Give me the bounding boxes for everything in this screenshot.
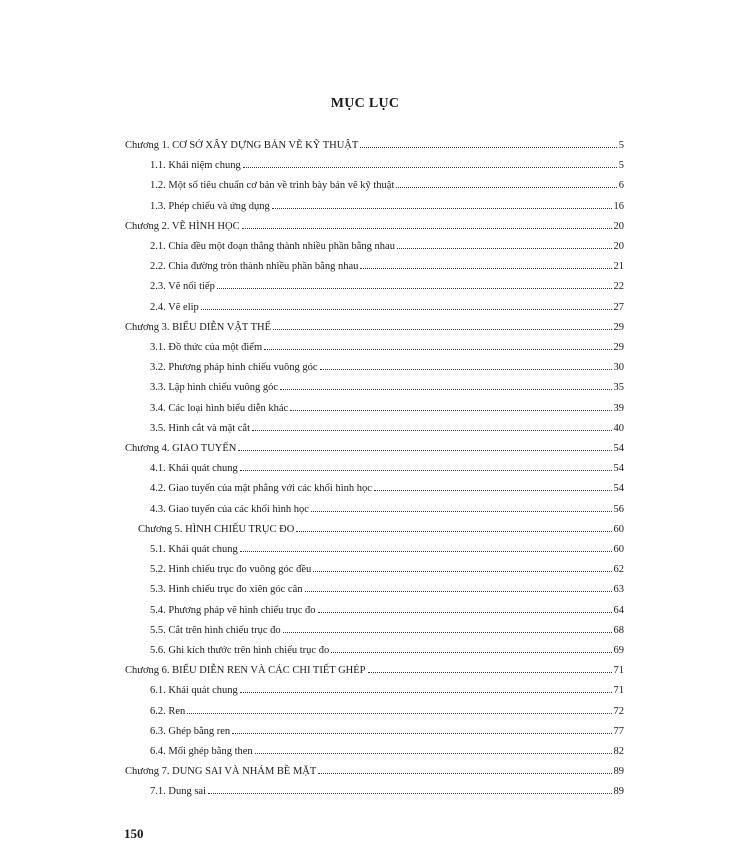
toc-entry-page: 54 bbox=[613, 463, 624, 474]
toc-entry-page: 64 bbox=[613, 605, 624, 616]
toc-entry-page: 89 bbox=[613, 766, 624, 777]
dot-leader bbox=[368, 663, 612, 673]
toc-section-row bbox=[150, 643, 624, 656]
toc-entry-page: 68 bbox=[613, 625, 624, 636]
dot-leader bbox=[252, 421, 611, 431]
toc-entry-page: 89 bbox=[613, 786, 624, 797]
toc-entry-page: 54 bbox=[613, 443, 624, 454]
toc-entry-page: 21 bbox=[613, 261, 624, 272]
toc-entry-page: 56 bbox=[613, 504, 624, 515]
toc-entry-page: 5 bbox=[618, 140, 624, 151]
toc-title: MỤC LỤC bbox=[330, 96, 400, 111]
toc-section-row bbox=[150, 502, 624, 515]
dot-leader bbox=[283, 623, 612, 633]
dot-leader bbox=[320, 360, 612, 370]
dot-leader bbox=[201, 300, 612, 310]
toc-chapter-row bbox=[125, 138, 624, 151]
dot-leader bbox=[232, 724, 611, 734]
toc-section-row bbox=[150, 239, 624, 252]
toc-entry-label: 7.1. Dung sai bbox=[150, 786, 206, 797]
toc-entry-label: 5.6. Ghi kích thước trên hình chiếu trục đo bbox=[150, 645, 330, 656]
toc-chapter-row bbox=[125, 663, 624, 676]
toc-entry-page: 27 bbox=[613, 302, 624, 313]
toc-section-row bbox=[150, 279, 624, 292]
dot-leader bbox=[318, 603, 612, 613]
toc-entry-label: Chương 2. VẼ HÌNH HỌC bbox=[125, 221, 240, 232]
toc-entry-label: 4.1. Khái quát chung bbox=[150, 463, 238, 474]
toc-entry-label: 5.4. Phương pháp vẽ hình chiếu trục đo bbox=[150, 605, 316, 616]
toc-entry-label: Chương 5. HÌNH CHIẾU TRỤC ĐO bbox=[138, 524, 295, 535]
dot-leader bbox=[318, 764, 611, 774]
toc-entry-label: 2.4. Vẽ elip bbox=[150, 302, 199, 313]
toc-entry-label: 5.3. Hình chiếu trục đo xiên góc cân bbox=[150, 584, 303, 595]
toc-entry-page: 72 bbox=[613, 706, 624, 717]
toc-section-row bbox=[150, 784, 624, 797]
toc-section-row bbox=[150, 623, 624, 636]
toc-chapter-row bbox=[125, 320, 624, 333]
toc-entry-page: 6 bbox=[618, 180, 624, 191]
dot-leader bbox=[331, 643, 611, 653]
toc-section-row bbox=[150, 360, 624, 373]
toc-entry-label: Chương 4. GIAO TUYẾN bbox=[125, 443, 237, 454]
toc-entry-label: 3.1. Đồ thức của một điểm bbox=[150, 342, 263, 353]
toc-section-row bbox=[150, 724, 624, 737]
dot-leader bbox=[240, 542, 612, 552]
toc-entry-label: 3.5. Hình cắt và mặt cắt bbox=[150, 423, 251, 434]
toc-entry-page: 20 bbox=[613, 221, 624, 232]
toc-entry-label: 2.2. Chia đường tròn thành nhiều phần bằng nhau bbox=[150, 261, 359, 272]
toc-entry-label: 5.1. Khái quát chung bbox=[150, 544, 238, 555]
dot-leader bbox=[255, 744, 612, 754]
dot-leader bbox=[272, 199, 612, 209]
toc-entry-page: 40 bbox=[613, 423, 624, 434]
toc-entry-label: Chương 1. CƠ SỞ XÂY DỰNG BẢN VẼ KỸ THUẬT bbox=[125, 140, 359, 151]
toc-section-row bbox=[150, 481, 624, 494]
toc-section-row bbox=[150, 461, 624, 474]
toc-entry-label: 1.2. Một số tiêu chuẩn cơ bản về trình bày bản vẽ kỹ thuật bbox=[150, 180, 395, 191]
dot-leader bbox=[397, 239, 612, 249]
dot-leader bbox=[240, 461, 612, 471]
toc-entry-label: 6.3. Ghép bằng ren bbox=[150, 726, 231, 737]
dot-leader bbox=[238, 441, 611, 451]
toc-entry-page: 62 bbox=[613, 564, 624, 575]
dot-leader bbox=[374, 481, 612, 491]
toc-chapter-row bbox=[125, 219, 624, 232]
dot-leader bbox=[296, 522, 611, 532]
toc-entry-label: 4.3. Giao tuyến của các khối hình học bbox=[150, 504, 309, 515]
toc-entry-page: 39 bbox=[613, 403, 624, 414]
page-number: 150 bbox=[124, 826, 144, 841]
toc-section-row bbox=[150, 683, 624, 696]
dot-leader bbox=[311, 502, 612, 512]
toc-section-row bbox=[150, 340, 624, 353]
toc-entry-page: 71 bbox=[613, 665, 624, 676]
toc-entry-page: 20 bbox=[613, 241, 624, 252]
dot-leader bbox=[187, 704, 611, 714]
toc-entry-page: 16 bbox=[613, 201, 624, 212]
toc-entry-label: 1.3. Phép chiếu và ứng dụng bbox=[150, 201, 270, 212]
dot-leader bbox=[264, 340, 611, 350]
toc-section-row bbox=[150, 421, 624, 434]
dot-leader bbox=[243, 158, 617, 168]
toc-entry-label: 2.1. Chia đều một đoạn thẳng thành nhiều phần bằng nhau bbox=[150, 241, 395, 252]
dot-leader bbox=[290, 401, 611, 411]
toc-section-row bbox=[150, 158, 624, 171]
dot-leader bbox=[360, 138, 616, 148]
toc-entry-page: 60 bbox=[613, 544, 624, 555]
dot-leader bbox=[360, 259, 611, 269]
toc-section-row bbox=[150, 178, 624, 191]
toc-chapter-row bbox=[125, 441, 624, 454]
dot-leader bbox=[280, 380, 611, 390]
dot-leader bbox=[273, 320, 612, 330]
toc-entry-label: 3.3. Lập hình chiếu vuông góc bbox=[150, 382, 279, 393]
toc-section-row bbox=[150, 259, 624, 272]
dot-leader bbox=[217, 279, 612, 289]
toc-entry-label: 2.3. Vẽ nối tiếp bbox=[150, 281, 215, 292]
toc-entry-page: 30 bbox=[613, 362, 624, 373]
toc-entry-label: 6.4. Mối ghép bằng then bbox=[150, 746, 253, 757]
toc-entry-label: 1.1. Khái niệm chung bbox=[150, 160, 241, 171]
dot-leader bbox=[305, 582, 612, 592]
toc-entry-page: 35 bbox=[613, 382, 624, 393]
toc-entry-page: 54 bbox=[613, 483, 624, 494]
dot-leader bbox=[242, 219, 612, 229]
toc-entry-page: 77 bbox=[613, 726, 624, 737]
toc-entry-label: 3.4. Các loại hình biểu diễn khác bbox=[150, 403, 289, 414]
dot-leader bbox=[396, 178, 616, 188]
toc-entry-label: 4.2. Giao tuyến của mặt phẳng với các khối hình học bbox=[150, 483, 372, 494]
toc-chapter-row bbox=[125, 764, 624, 777]
toc-section-row bbox=[150, 704, 624, 717]
toc-entry-page: 82 bbox=[613, 746, 624, 757]
toc-entry-page: 29 bbox=[613, 322, 624, 333]
toc-entry-page: 71 bbox=[613, 685, 624, 696]
toc-entry-label: 6.2. Ren bbox=[150, 706, 186, 717]
toc-section-row bbox=[150, 542, 624, 555]
toc-entry-page: 63 bbox=[613, 584, 624, 595]
toc-entry-page: 22 bbox=[613, 281, 624, 292]
dot-leader bbox=[240, 683, 612, 693]
toc-entry-label: 3.2. Phương pháp hình chiếu vuông góc bbox=[150, 362, 318, 373]
toc-chapter-row bbox=[138, 522, 624, 535]
toc-entry-page: 69 bbox=[613, 645, 624, 656]
toc-section-row bbox=[150, 380, 624, 393]
toc-entry-page: 60 bbox=[613, 524, 624, 535]
toc-section-row bbox=[150, 199, 624, 212]
toc-entry-label: Chương 3. BIỂU DIỄN VẬT THỂ bbox=[125, 322, 271, 333]
toc-entry-page: 29 bbox=[613, 342, 624, 353]
toc-entry-label: Chương 7. DUNG SAI VÀ NHÁM BỀ MẶT bbox=[125, 766, 317, 777]
toc-entry-label: 5.2. Hình chiếu trục đo vuông góc đều bbox=[150, 564, 312, 575]
toc-entry-label: 6.1. Khái quát chung bbox=[150, 685, 238, 696]
dot-leader bbox=[208, 784, 612, 794]
toc-entry-label: Chương 6. BIỂU DIỄN REN VÀ CÁC CHI TIẾT GHÉP bbox=[125, 665, 366, 676]
dot-leader bbox=[313, 562, 611, 572]
toc-section-row bbox=[150, 401, 624, 414]
toc-section-row bbox=[150, 603, 624, 616]
toc-section-row bbox=[150, 300, 624, 313]
toc-section-row bbox=[150, 744, 624, 757]
toc-section-row bbox=[150, 582, 624, 595]
toc-section-row bbox=[150, 562, 624, 575]
toc-entry-label: 5.5. Cắt trên hình chiếu trục đo bbox=[150, 625, 281, 636]
toc-entry-page: 5 bbox=[618, 160, 624, 171]
